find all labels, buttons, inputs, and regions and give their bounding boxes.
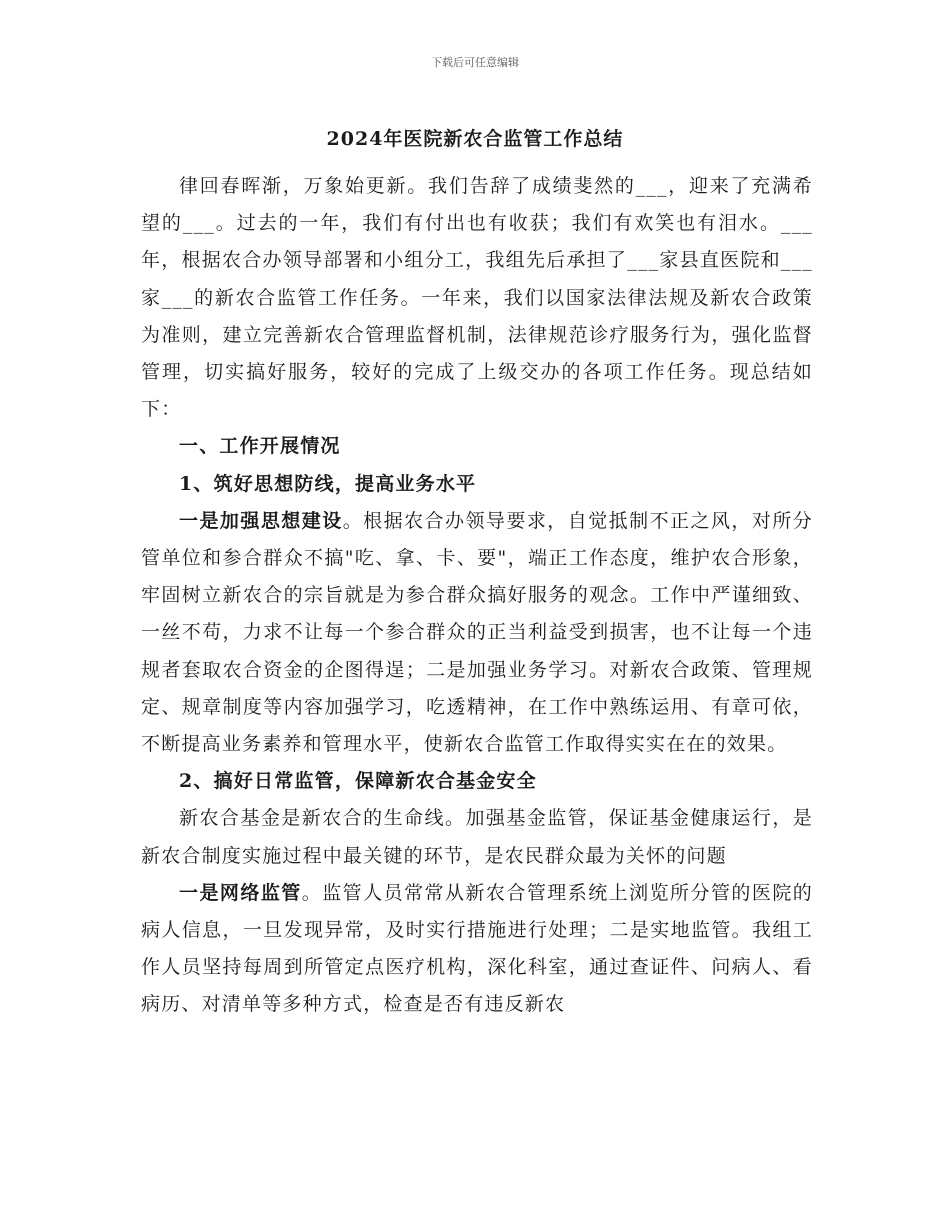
paragraph	[141, 875, 813, 1024]
paragraph-lead: 一是网络监管	[179, 881, 302, 904]
subsection-heading: 2、搞好日常监管，保障新农合基金安全	[179, 770, 537, 793]
paragraph-text: 律回春晖渐，万象始更新。我们告辞了成绩斐然的___，迎来了充满希望的___。过去的一年，我们有付出也有收获；我们有欢笑也有泪水。___年，根据农合办领导部署和小组分工，我组先后承担了___家县直医院和___家___的新农合监管工作任务。一年来，我们以国家法律法规及新农合政策为准则，建立完善新农合管理监督机制，法律规范诊疗服务行为，强化监督管理，切实搞好服务，较好的完成了上级交办的各项工作任务。现总结如下：	[141, 175, 813, 421]
paragraph-text: 新农合基金是新农合的生命线。加强基金监管，保证基金健康运行，是新农合制度实施过程中最关键的环节，是农民群众最为关怀的问题	[141, 807, 813, 867]
document-title: 2024年医院新农合监管工作总结	[326, 128, 624, 150]
paragraph-text: 。监管人员常常从新农合管理系统上浏览所分管的医院的病人信息，一旦发现异常，及时实行措施进行处理；二是实地监管。我组工作人员坚持每周到所管定点医疗机构，深化科室，通过查证件、问病人、看病历、对清单等多种方式，检查是否有违反新农	[141, 881, 813, 1016]
section-heading: 一、工作开展情况	[179, 435, 341, 458]
document-body	[141, 168, 813, 1024]
header-note: 下载后可任意编辑	[431, 56, 519, 69]
paragraph	[141, 503, 813, 763]
subsection-heading: 1、筑好思想防线，提高业务水平	[179, 472, 477, 495]
paragraph-text: 。根据农合办领导要求，自觉抵制不正之风，对所分管单位和参合群众不搞"吃、拿、卡、要"，端正工作态度，维护农合形象，牢固树立新农合的宗旨就是为参合群众搞好服务的观念。工作中严谨细致、一丝不苟，力求不让每一个参合群众的正当利益受到损害，也不让每一个违规者套取农合资金的企图得逞；二是加强业务学习。对新农合政策、管理规定、规章制度等内容加强学习，吃透精神，在工作中熟练运用、有章可依，不断提高业务素养和管理水平，使新农合监管工作取得实实在在的效果。	[141, 509, 813, 756]
paragraph-lead: 一是加强思想建设	[179, 509, 343, 532]
paragraph-intro	[141, 168, 813, 428]
paragraph	[141, 800, 813, 874]
